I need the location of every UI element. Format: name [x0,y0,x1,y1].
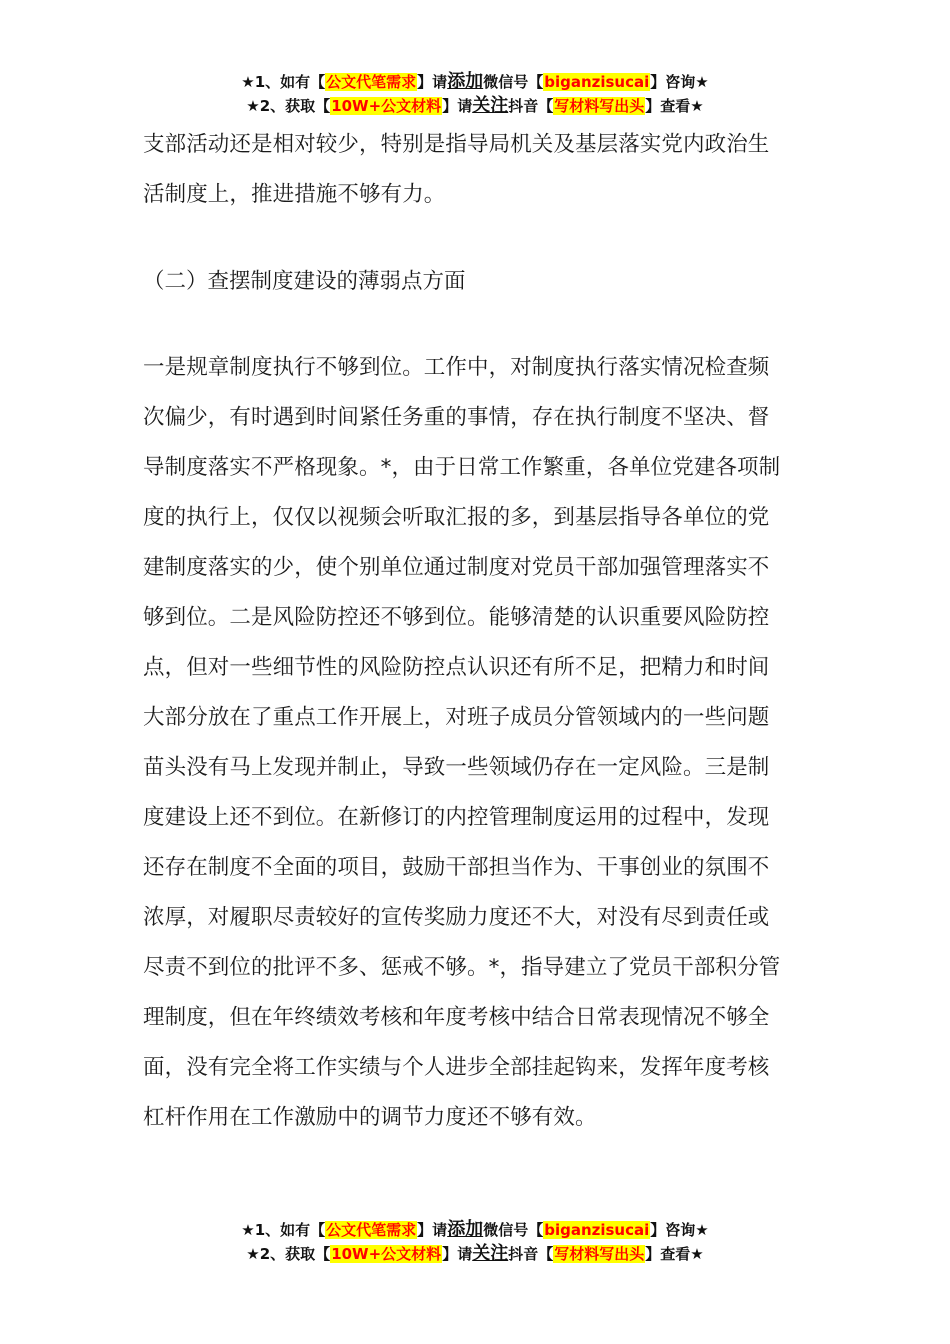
banner-text: ★1、如有【 [241,1221,326,1239]
text-line: 一是规章制度执行不够到位。工作中，对制度执行落实情况检查频 [143,355,770,380]
banner-text: 】咨询★ [650,73,709,91]
banner-line-2 [0,1242,950,1266]
banner-text: ★2、获取【 [246,97,331,115]
banner-text: 】请 [442,1245,473,1263]
text-line: 建制度落实的少，使个别单位通过制度对党员干部加强管理落实不 [143,555,770,580]
text-line: 大部分放在了重点工作开展上，对班子成员分管领域内的一些问题 [143,705,770,730]
body-paragraph [143,343,808,1143]
intro-paragraph [143,120,808,220]
text-line: 支部活动还是相对较少，特别是指导局机关及基层落实党内政治生 [143,132,770,157]
text-line: 面，没有完全将工作实绩与个人进步全部挂起钩来，发挥年度考核 [143,1055,770,1080]
highlight-service: 公文代笔需求 [326,73,417,91]
banner-text: 抖音【 [508,97,554,115]
highlight-wechat-id: biganzisucai [544,73,650,91]
section-heading: （二）查摆制度建设的薄弱点方面 [143,269,466,294]
text-line: 还存在制度不全面的项目，鼓励干部担当作为、干事创业的氛围不 [143,855,770,880]
text-line: 次偏少，有时遇到时间紧任务重的事情，存在执行制度不坚决、督 [143,405,770,430]
text-line: 度的执行上，仅仅以视频会听取汇报的多，到基层指导各单位的党 [143,505,770,530]
banner-text: ★1、如有【 [241,73,326,91]
banner-emphasis: 关注 [472,95,509,116]
text-line: 苗头没有马上发现并制止，导致一些领域仍存在一定风险。三是制 [143,755,770,780]
text-line: 导制度落实不严格现象。*，由于日常工作繁重，各单位党建各项制 [143,455,781,480]
text-line: 杠杆作用在工作激励中的调节力度还不够有效。 [143,1105,597,1130]
banner-text: 】请 [417,1221,448,1239]
text-line: 够到位。二是风险防控还不够到位。能够清楚的认识重要风险防控 [143,605,770,630]
highlight-service: 公文代笔需求 [326,1221,417,1239]
banner-text: 抖音【 [508,1245,554,1263]
banner-emphasis: 添加 [447,1219,484,1240]
banner-line-1 [0,1218,950,1242]
text-line: 活制度上，推进措施不够有力。 [143,182,446,207]
banner-text: 】查看★ [645,97,704,115]
highlight-materials: 10W+公文材料 [331,1245,442,1263]
highlight-materials: 10W+公文材料 [331,97,442,115]
highlight-douyin: 写材料写出头 [554,1245,645,1263]
banner-line-2 [0,94,950,118]
banner-text: 】请 [442,97,473,115]
banner-emphasis: 添加 [447,71,484,92]
text-line: 理制度，但在年终绩效考核和年度考核中结合日常表现情况不够全 [143,1005,770,1030]
banner-emphasis: 关注 [472,1243,509,1264]
banner-text: 】咨询★ [650,1221,709,1239]
banner-text: 】查看★ [645,1245,704,1263]
text-line: 度建设上还不到位。在新修订的内控管理制度运用的过程中，发现 [143,805,770,830]
banner-text: ★2、获取【 [246,1245,331,1263]
text-line: 浓厚，对履职尽责较好的宣传奖励力度还不大，对没有尽到责任或 [143,905,770,930]
banner-text: 微信号【 [483,73,544,91]
top-banner [0,70,950,118]
text-line: 尽责不到位的批评不多、惩戒不够。*，指导建立了党员干部积分管 [143,955,781,980]
banner-text: 】请 [417,73,448,91]
highlight-wechat-id: biganzisucai [544,1221,650,1239]
bottom-banner [0,1218,950,1266]
text-line: 点，但对一些细节性的风险防控点认识还有所不足，把精力和时间 [143,655,770,680]
banner-text: 微信号【 [483,1221,544,1239]
banner-line-1 [0,70,950,94]
highlight-douyin: 写材料写出头 [554,97,645,115]
